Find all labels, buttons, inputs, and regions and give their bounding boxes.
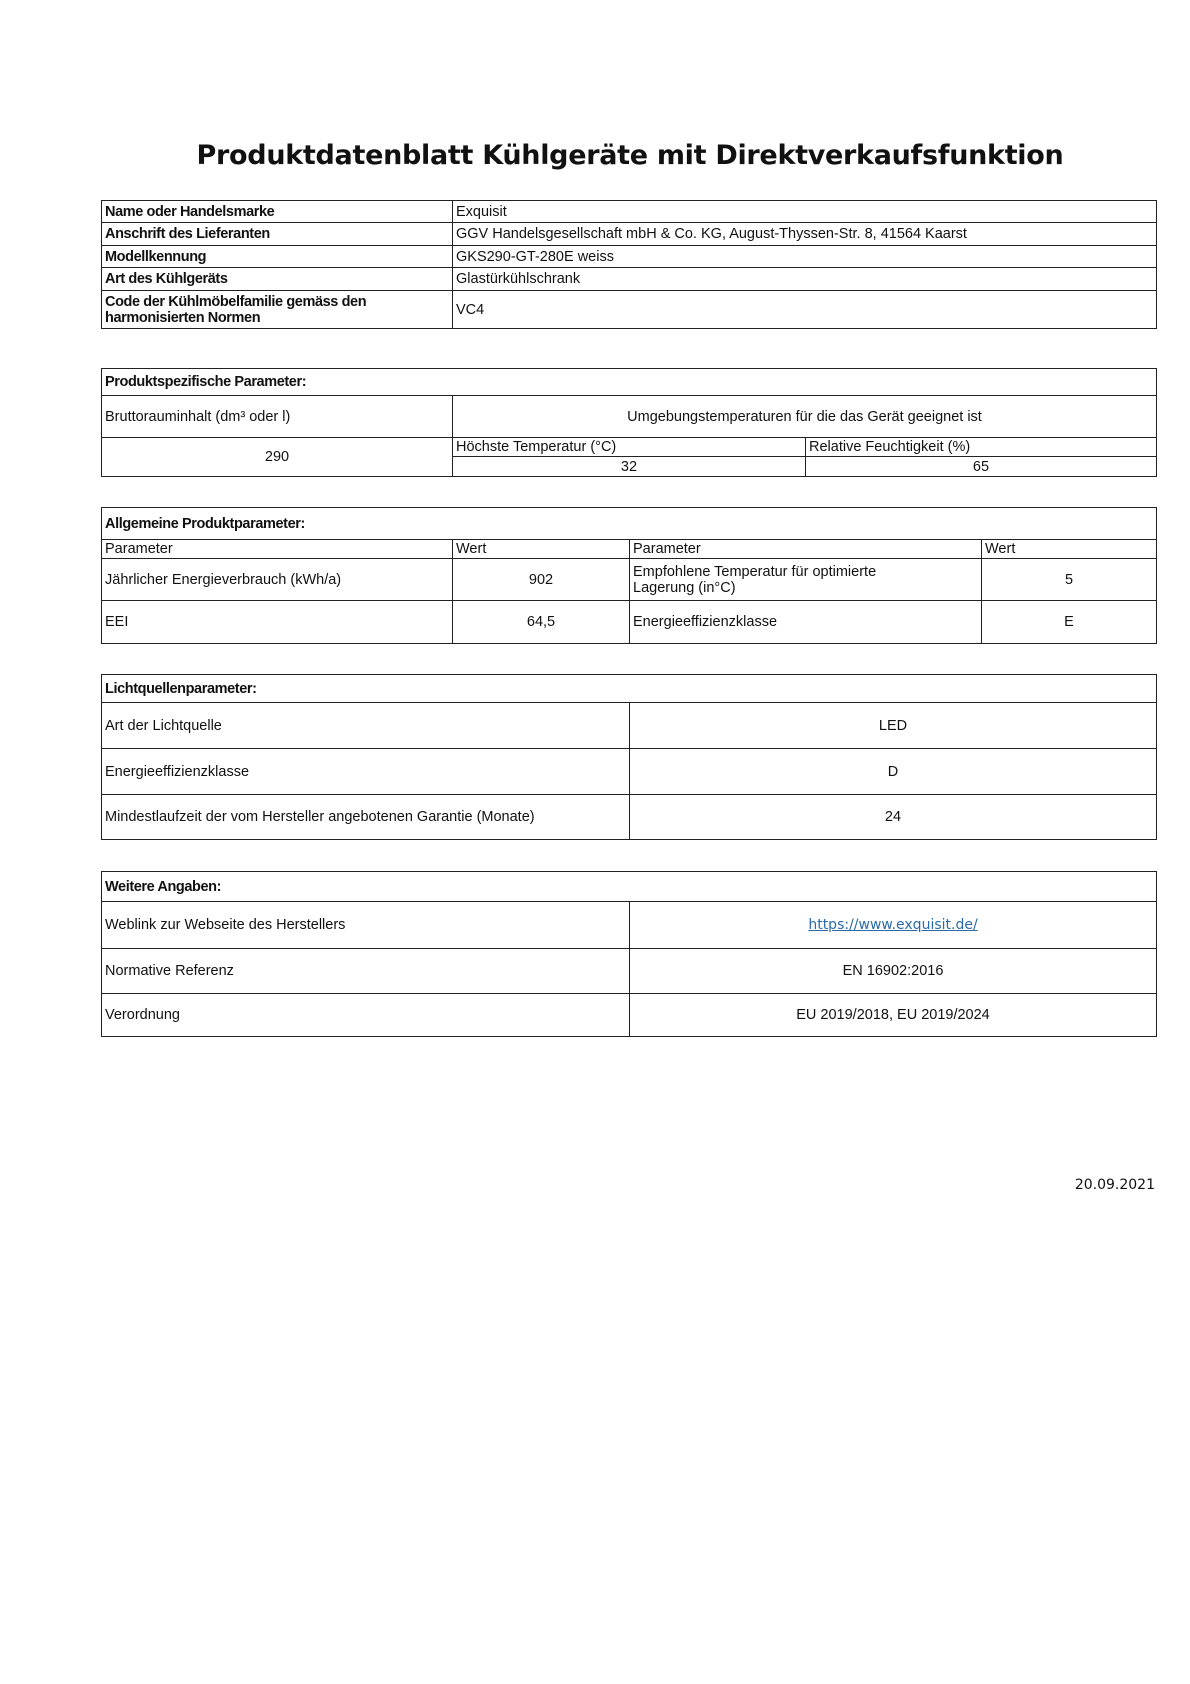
value-energy-class: E: [1064, 614, 1074, 630]
value-max-temp: 32: [453, 457, 806, 476]
label-max-temp: Höchste Temperatur (°C): [453, 438, 806, 457]
value-family-code: VC4: [456, 301, 485, 318]
col-value: Wert: [982, 540, 1156, 559]
label-type: Art des Kühlgeräts: [102, 268, 453, 291]
light-source-table: [101, 674, 1157, 840]
section-header: Produktspezifische Parameter:: [102, 369, 1156, 396]
value-type: Glastürkühlschrank: [453, 268, 1156, 291]
value-brand: Exquisit: [453, 201, 1156, 223]
label-ambient: Umgebungstemperaturen für die das Gerät geeignet ist: [453, 396, 1156, 438]
general-info-table: [101, 200, 1157, 329]
label-norm: Normative Referenz: [102, 949, 630, 994]
col-param: Parameter: [102, 540, 453, 559]
value-supplier: GGV Handelsgesellschaft mbH & Co. KG, August-Thyssen-Str. 8, 41564 Kaarst: [453, 223, 1156, 246]
label-energy-class: Energieeffizienzklasse: [630, 601, 982, 643]
value-volume: 290: [102, 438, 453, 476]
value-model: GKS290-GT-280E weiss: [453, 246, 1156, 268]
specific-params-table: [101, 368, 1157, 477]
label-brand: Name oder Handelsmarke: [102, 201, 453, 223]
label-weblink: Weblink zur Webseite des Herstellers: [102, 902, 630, 949]
section-header: Weitere Angaben:: [102, 872, 1156, 902]
further-info-table: [101, 871, 1157, 1037]
value-regulation: EU 2019/2018, EU 2019/2024: [796, 1007, 990, 1023]
label-light-type: Art der Lichtquelle: [102, 703, 630, 749]
label-model: Modellkennung: [102, 246, 453, 268]
value-humidity: 65: [972, 458, 990, 475]
section-header: Allgemeine Produktparameter:: [102, 508, 1156, 540]
page-title: Produktdatenblatt Kühlgeräte mit Direktverkaufsfunktion: [196, 140, 1064, 171]
manufacturer-link[interactable]: https://www.exquisit.de/: [808, 917, 978, 933]
col-param: Parameter: [630, 540, 982, 559]
value-energy-consumption: 902: [453, 559, 630, 601]
label-supplier: Anschrift des Lieferanten: [102, 223, 453, 246]
label-recommended-temp: Empfohlene Temperatur für optimierte Lagerung (in°C): [630, 559, 982, 601]
weblink-cell: [630, 902, 1156, 949]
value-eei: 64,5: [453, 601, 630, 643]
label-humidity: Relative Feuchtigkeit (%): [806, 438, 1156, 457]
value-warranty: 24: [884, 809, 902, 825]
document-date: 20.09.2021: [1074, 1177, 1155, 1193]
label-energy-consumption: Jährlicher Energieverbrauch (kWh/a): [102, 559, 453, 601]
section-header: Lichtquellenparameter:: [102, 675, 1156, 703]
value-light-energy-class: D: [630, 749, 1156, 795]
col-value: Wert: [453, 540, 630, 559]
value-recommended-temp: 5: [982, 559, 1156, 601]
label-volume: Bruttorauminhalt (dm³ oder l): [102, 396, 453, 438]
value-norm: EN 16902:2016: [630, 949, 1156, 994]
label-eei: EEI: [102, 601, 453, 643]
label-light-energy-class: Energieeffizienzklasse: [102, 749, 630, 795]
label-regulation: Verordnung: [102, 994, 630, 1036]
label-warranty: Mindestlaufzeit der vom Hersteller angebotenen Garantie (Monate): [102, 795, 630, 839]
value-light-type: LED: [630, 703, 1156, 749]
product-params-table: [101, 507, 1157, 644]
label-family-code: Code der Kühlmöbelfamilie gemäss den harmonisierten Normen: [102, 291, 453, 328]
